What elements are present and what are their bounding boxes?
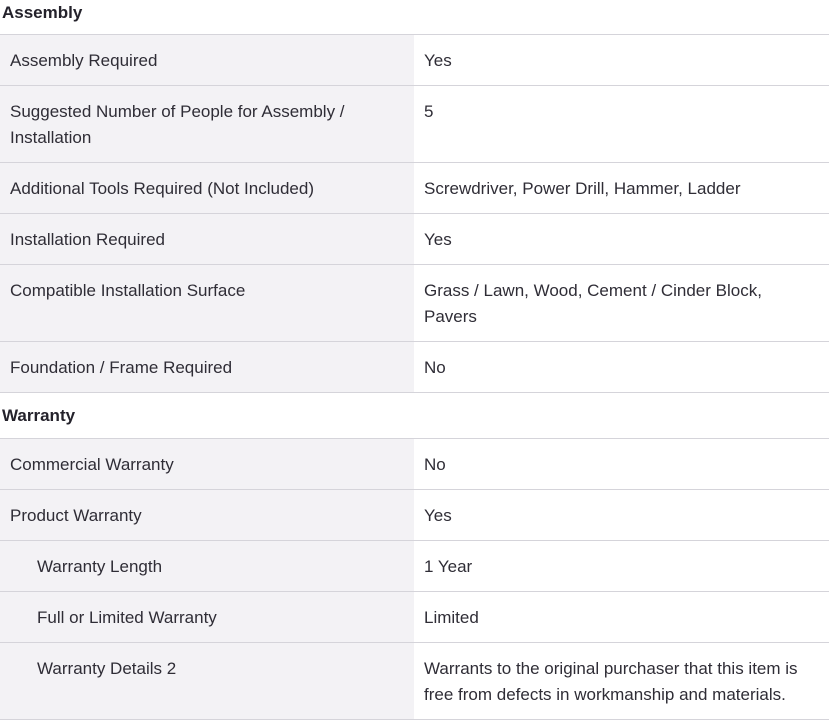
- table-row: [0, 163, 829, 214]
- table-row: [0, 643, 829, 720]
- spec-label: Commercial Warranty: [0, 439, 414, 489]
- spec-label: Full or Limited Warranty: [0, 592, 414, 642]
- table-row: [0, 35, 829, 86]
- spec-label: Warranty Length: [0, 541, 414, 591]
- section-title-assembly: Assembly: [2, 3, 83, 22]
- table-row: [0, 214, 829, 265]
- section-title-warranty: Warranty: [2, 406, 76, 425]
- spec-value: Yes: [424, 506, 452, 525]
- spec-value: 1 Year: [424, 557, 473, 576]
- spec-label: Product Warranty: [0, 490, 414, 540]
- spec-label: Assembly Required: [0, 35, 414, 85]
- warranty-table: [0, 438, 829, 720]
- spec-value: Warrants to the original purchaser that this item is free from defects in workmanship and materials.: [424, 659, 798, 704]
- spec-label: Suggested Number of People for Assembly / Installation: [0, 86, 414, 162]
- spec-label: Additional Tools Required (Not Included): [0, 163, 414, 213]
- spec-value: No: [424, 358, 446, 377]
- spec-label: Compatible Installation Surface: [0, 265, 414, 341]
- table-row: [0, 265, 829, 342]
- table-row: [0, 439, 829, 490]
- table-row: [0, 541, 829, 592]
- spec-value: Screwdriver, Power Drill, Hammer, Ladder: [424, 179, 741, 198]
- table-row: [0, 342, 829, 393]
- spec-label: Installation Required: [0, 214, 414, 264]
- table-row: [0, 592, 829, 643]
- spec-value: Grass / Lawn, Wood, Cement / Cinder Block, Pavers: [424, 281, 762, 326]
- spec-value: Yes: [424, 51, 452, 70]
- spec-label: Warranty Details 2: [0, 643, 414, 719]
- assembly-table: [0, 34, 829, 393]
- spec-value: Yes: [424, 230, 452, 249]
- table-row: [0, 490, 829, 541]
- spec-label: Foundation / Frame Required: [0, 342, 414, 392]
- spec-value: 5: [424, 102, 434, 121]
- table-row: [0, 86, 829, 163]
- spec-value: No: [424, 455, 446, 474]
- spec-value: Limited: [424, 608, 479, 627]
